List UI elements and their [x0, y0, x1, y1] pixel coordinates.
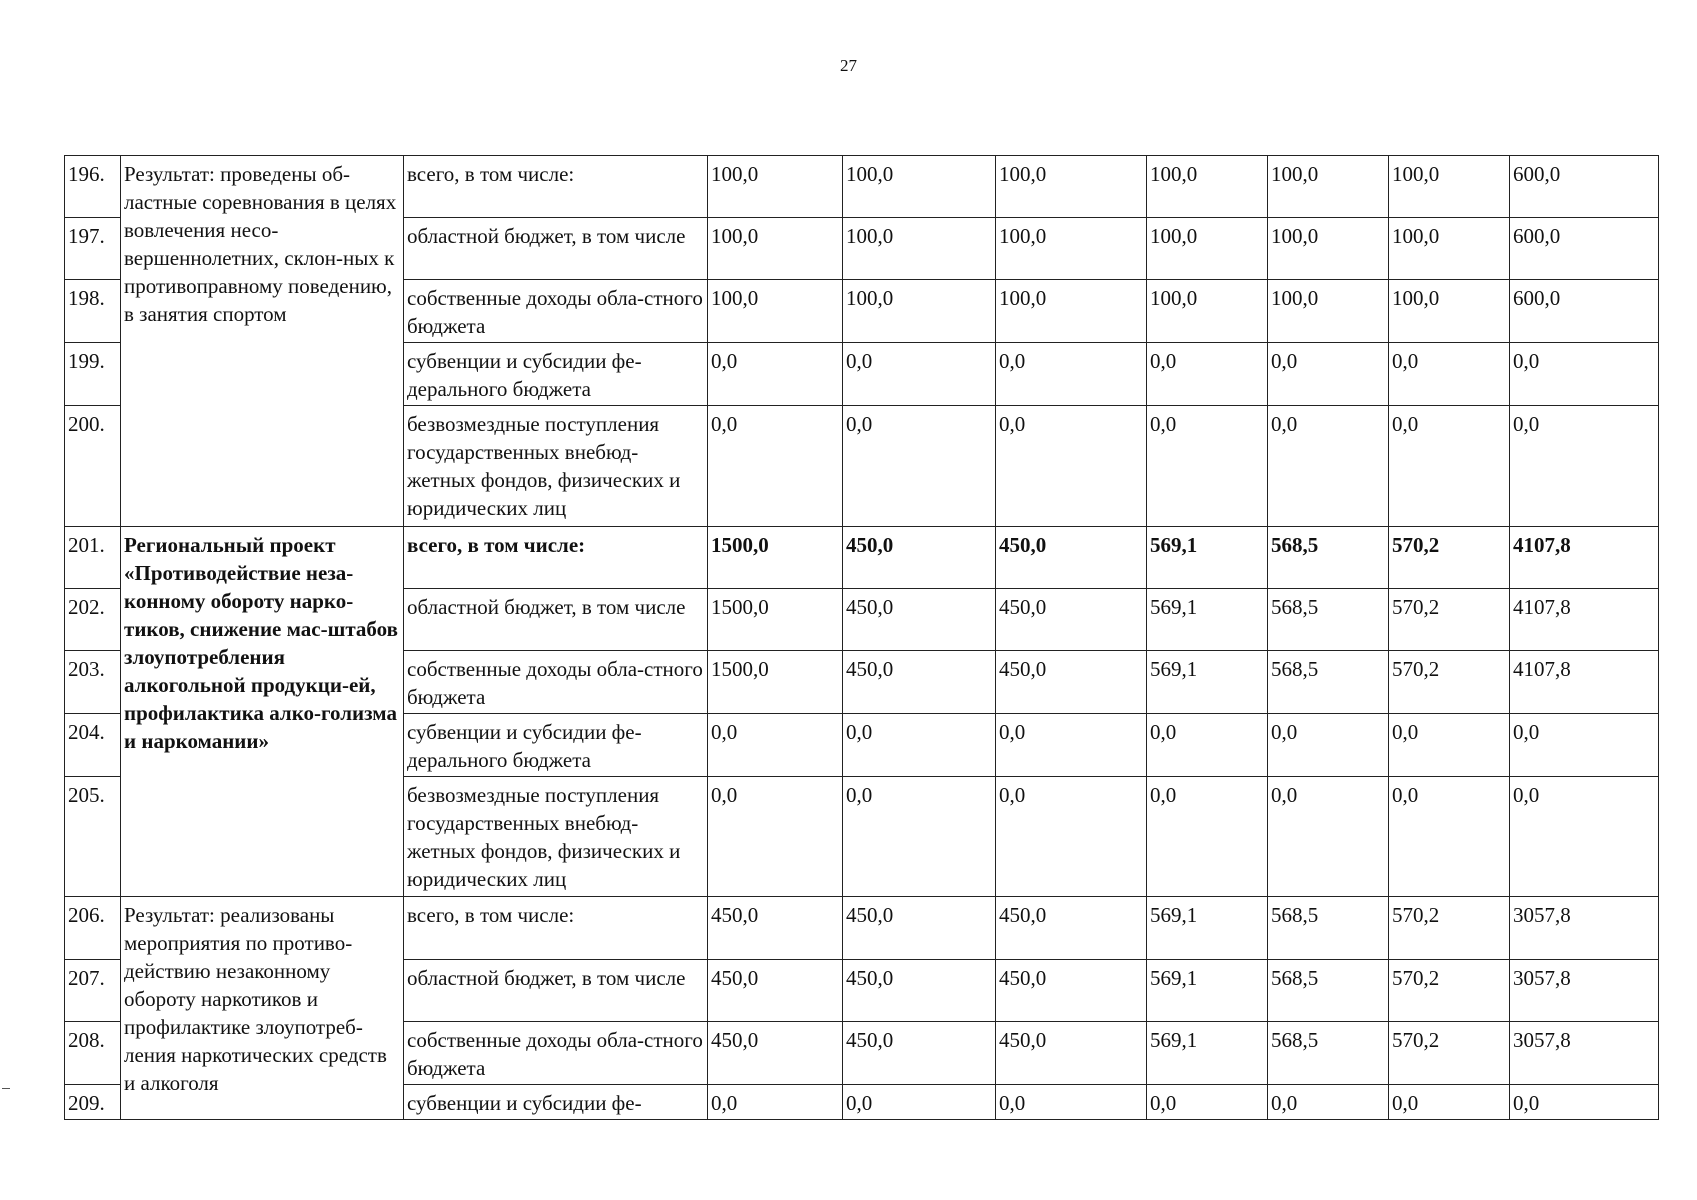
value-cell: 0,0 — [1389, 343, 1510, 406]
value-cell: 0,0 — [996, 1085, 1147, 1120]
value-total: 3057,8 — [1510, 897, 1659, 960]
value-cell: 100,0 — [708, 280, 843, 343]
row-number: 197. — [65, 218, 121, 280]
value-total: 0,0 — [1510, 1085, 1659, 1120]
margin-mark — [2, 1088, 10, 1089]
value-cell: 100,0 — [843, 218, 996, 280]
value-cell: 450,0 — [708, 897, 843, 960]
value-cell: 1500,0 — [708, 527, 843, 589]
value-cell: 450,0 — [843, 1022, 996, 1085]
value-cell: 100,0 — [843, 156, 996, 218]
funding-source: собственные доходы обла-стного бюджета — [404, 651, 708, 714]
value-cell: 450,0 — [996, 897, 1147, 960]
value-cell: 100,0 — [996, 280, 1147, 343]
value-total: 600,0 — [1510, 218, 1659, 280]
row-number: 206. — [65, 897, 121, 960]
value-cell: 0,0 — [1268, 406, 1389, 527]
value-cell: 100,0 — [843, 280, 996, 343]
value-cell: 100,0 — [1389, 280, 1510, 343]
value-total: 3057,8 — [1510, 1022, 1659, 1085]
value-cell: 0,0 — [843, 777, 996, 897]
value-cell: 0,0 — [1147, 714, 1268, 777]
value-cell: 100,0 — [996, 156, 1147, 218]
funding-source: областной бюджет, в том числе — [404, 960, 708, 1022]
value-cell: 0,0 — [1268, 777, 1389, 897]
value-cell: 450,0 — [996, 527, 1147, 589]
value-cell: 100,0 — [1268, 218, 1389, 280]
value-total: 4107,8 — [1510, 527, 1659, 589]
value-cell: 450,0 — [843, 897, 996, 960]
funding-source: субвенции и субсидии фе-дерального бюджета — [404, 714, 708, 777]
row-number: 201. — [65, 527, 121, 589]
value-cell: 0,0 — [843, 1085, 996, 1120]
row-number: 204. — [65, 714, 121, 777]
value-cell: 450,0 — [843, 960, 996, 1022]
row-number: 196. — [65, 156, 121, 218]
value-cell: 569,1 — [1147, 1022, 1268, 1085]
value-cell: 0,0 — [708, 406, 843, 527]
value-cell: 570,2 — [1389, 527, 1510, 589]
value-cell: 0,0 — [1147, 343, 1268, 406]
row-number: 202. — [65, 589, 121, 651]
funding-source: собственные доходы обла-стного бюджета — [404, 1022, 708, 1085]
value-cell: 450,0 — [843, 527, 996, 589]
row-number: 198. — [65, 280, 121, 343]
value-total: 0,0 — [1510, 714, 1659, 777]
value-cell: 100,0 — [1147, 156, 1268, 218]
value-cell: 568,5 — [1268, 589, 1389, 651]
value-cell: 569,1 — [1147, 651, 1268, 714]
value-cell: 569,1 — [1147, 897, 1268, 960]
value-cell: 100,0 — [1389, 156, 1510, 218]
value-cell: 100,0 — [708, 156, 843, 218]
value-cell: 0,0 — [708, 777, 843, 897]
value-cell: 450,0 — [996, 589, 1147, 651]
value-cell: 568,5 — [1268, 1022, 1389, 1085]
value-cell: 569,1 — [1147, 960, 1268, 1022]
value-cell: 0,0 — [1389, 406, 1510, 527]
value-cell: 0,0 — [1389, 777, 1510, 897]
table-body — [65, 156, 1659, 1120]
value-cell: 0,0 — [996, 406, 1147, 527]
value-cell: 0,0 — [1147, 1085, 1268, 1120]
value-cell: 1500,0 — [708, 589, 843, 651]
row-number: 209. — [65, 1085, 121, 1120]
value-cell: 450,0 — [996, 960, 1147, 1022]
table-row — [65, 527, 1659, 589]
value-cell: 450,0 — [708, 960, 843, 1022]
value-cell: 450,0 — [843, 651, 996, 714]
value-total: 600,0 — [1510, 280, 1659, 343]
value-cell: 570,2 — [1389, 1022, 1510, 1085]
group-title: Результат: реализованы мероприятия по противо-действию незаконному обороту наркотиков и профилактике злоупотреб-ления наркотических средств и алкоголя — [121, 897, 404, 1120]
value-cell: 0,0 — [708, 714, 843, 777]
value-total: 4107,8 — [1510, 651, 1659, 714]
value-cell: 450,0 — [843, 589, 996, 651]
value-cell: 0,0 — [1268, 343, 1389, 406]
funding-source: всего, в том числе: — [404, 156, 708, 218]
value-cell: 0,0 — [843, 406, 996, 527]
value-cell: 0,0 — [708, 343, 843, 406]
value-cell: 450,0 — [996, 651, 1147, 714]
value-cell: 0,0 — [1147, 777, 1268, 897]
value-cell: 100,0 — [1147, 218, 1268, 280]
value-total: 0,0 — [1510, 777, 1659, 897]
value-cell: 0,0 — [996, 343, 1147, 406]
value-cell: 0,0 — [1268, 714, 1389, 777]
value-total: 0,0 — [1510, 343, 1659, 406]
value-total: 600,0 — [1510, 156, 1659, 218]
funding-source: всего, в том числе: — [404, 897, 708, 960]
value-total: 4107,8 — [1510, 589, 1659, 651]
funding-source: безвозмездные поступления государственных внебюд-жетных фондов, физических и юридических лиц — [404, 406, 708, 527]
value-cell: 0,0 — [996, 777, 1147, 897]
value-cell: 1500,0 — [708, 651, 843, 714]
row-number: 199. — [65, 343, 121, 406]
value-cell: 0,0 — [1389, 714, 1510, 777]
value-cell: 0,0 — [843, 714, 996, 777]
value-cell: 570,2 — [1389, 589, 1510, 651]
table-row — [65, 897, 1659, 960]
value-cell: 569,1 — [1147, 527, 1268, 589]
value-cell: 568,5 — [1268, 651, 1389, 714]
value-cell: 0,0 — [708, 1085, 843, 1120]
group-title: Результат: проведены об-ластные соревнования в целях вовлечения несо-вершеннолетних, склон-ных к противоправному поведению, в занятия спортом — [121, 156, 404, 527]
value-cell: 569,1 — [1147, 589, 1268, 651]
value-cell: 100,0 — [1268, 280, 1389, 343]
funding-source: безвозмездные поступления государственных внебюд-жетных фондов, физических и юридических лиц — [404, 777, 708, 897]
value-total: 3057,8 — [1510, 960, 1659, 1022]
group-title: Региональный проект «Противодействие неза-конному обороту нарко-тиков, снижение мас-штабов злоупотребления алкогольной продукци-ей, профилактика алко-голизма и наркомании» — [121, 527, 404, 897]
row-number: 207. — [65, 960, 121, 1022]
value-cell: 100,0 — [708, 218, 843, 280]
value-cell: 568,5 — [1268, 960, 1389, 1022]
row-number: 200. — [65, 406, 121, 527]
value-cell: 570,2 — [1389, 897, 1510, 960]
funding-source: областной бюджет, в том числе — [404, 218, 708, 280]
value-cell: 100,0 — [1147, 280, 1268, 343]
value-cell: 100,0 — [996, 218, 1147, 280]
value-cell: 568,5 — [1268, 897, 1389, 960]
value-cell: 570,2 — [1389, 651, 1510, 714]
value-cell: 450,0 — [996, 1022, 1147, 1085]
table-row — [65, 156, 1659, 218]
row-number: 205. — [65, 777, 121, 897]
value-cell: 0,0 — [1389, 1085, 1510, 1120]
value-cell: 450,0 — [708, 1022, 843, 1085]
funding-source: областной бюджет, в том числе — [404, 589, 708, 651]
value-cell: 0,0 — [1147, 406, 1268, 527]
value-cell: 100,0 — [1268, 156, 1389, 218]
funding-source: субвенции и субсидии фе- — [404, 1085, 708, 1120]
budget-table — [64, 155, 1659, 1120]
funding-source: субвенции и субсидии фе-дерального бюджета — [404, 343, 708, 406]
value-cell: 100,0 — [1389, 218, 1510, 280]
value-cell: 0,0 — [996, 714, 1147, 777]
value-total: 0,0 — [1510, 406, 1659, 527]
funding-source: собственные доходы обла-стного бюджета — [404, 280, 708, 343]
value-cell: 568,5 — [1268, 527, 1389, 589]
page-number: 27 — [840, 56, 857, 75]
row-number: 203. — [65, 651, 121, 714]
row-number: 208. — [65, 1022, 121, 1085]
value-cell: 0,0 — [1268, 1085, 1389, 1120]
value-cell: 570,2 — [1389, 960, 1510, 1022]
funding-source: всего, в том числе: — [404, 527, 708, 589]
value-cell: 0,0 — [843, 343, 996, 406]
